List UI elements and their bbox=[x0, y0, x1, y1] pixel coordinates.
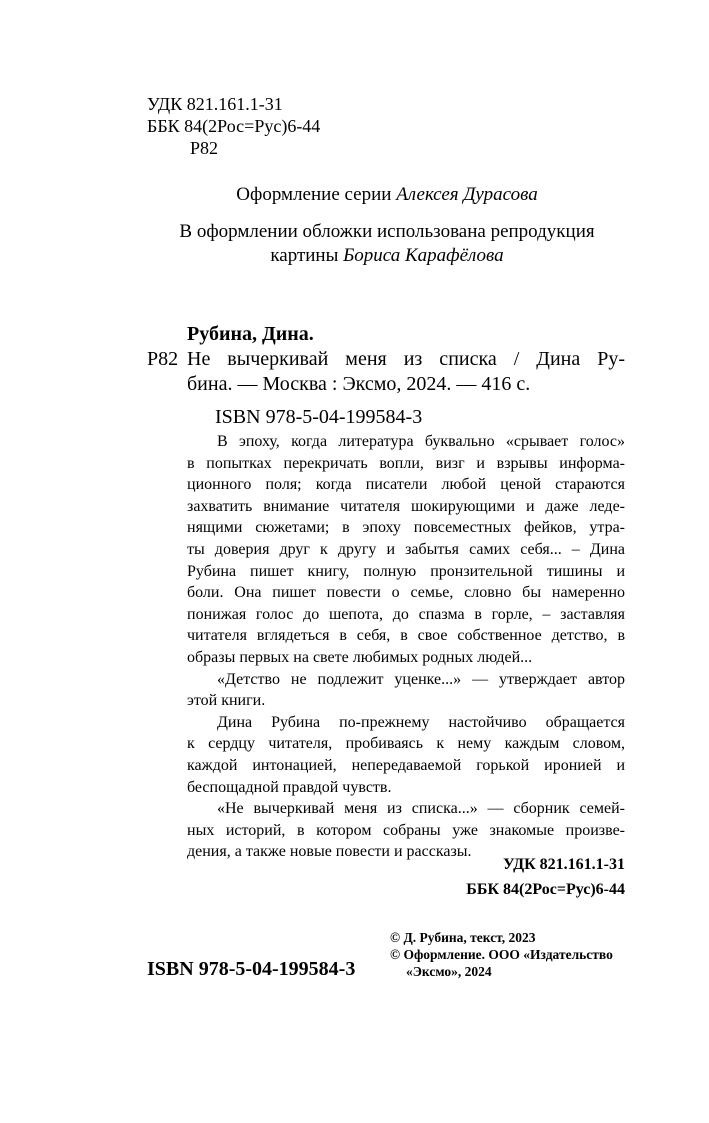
annotation-line: ты доверия друг к другу и забытья самих себя... – Дина bbox=[187, 540, 625, 558]
cover-credit-line-1: В оформлении обложки использована репродукция bbox=[179, 221, 595, 242]
annotation-line: В эпоху, когда литература буквально «срывает голос» bbox=[217, 433, 625, 450]
udk-code: УДК 821.161.1-31 bbox=[147, 94, 283, 114]
annotation-line: нящими сюжетами; в эпоху повсеместных фейков, утра- bbox=[187, 519, 625, 537]
bottom-bbk-code: ББК 84(2Рос=Рус)6-44 bbox=[466, 881, 625, 898]
annotation-line: Рубина пишет книгу, полную пронзительной тишины и bbox=[187, 562, 625, 580]
series-design-credit bbox=[0, 183, 709, 207]
description-line-2: бина. — Москва : Эксмо, 2024. — 416 с. bbox=[187, 373, 531, 395]
copyright-line-2: © Оформление. ООО «Издательство bbox=[390, 947, 613, 962]
annotation-line: этой книги. bbox=[187, 692, 266, 710]
copyright-line-1: © Д. Рубина, текст, 2023 bbox=[390, 930, 536, 945]
annotation-line: к сердцу читателя, пробиваясь к нему каждым словом, bbox=[187, 735, 625, 753]
annotation-line: в попытках перекричать вопли, визг и взрывы информа- bbox=[187, 454, 625, 472]
annotation-line: понижая голос до шепота, до спазма в горле, – заставляя bbox=[187, 605, 625, 623]
annotation-paragraph-1 bbox=[187, 431, 625, 669]
cover-credit-prefix: картины bbox=[270, 245, 344, 266]
annotation-paragraph-3 bbox=[187, 712, 625, 798]
cover-credit-line-2 bbox=[0, 244, 709, 268]
bottom-udk-code: УДК 821.161.1-31 bbox=[502, 856, 625, 873]
cover-artist-name: Бориса Карафёлова bbox=[343, 245, 504, 266]
author-mark: Р82 bbox=[190, 138, 219, 158]
author-heading: Рубина, Дина. bbox=[187, 323, 314, 345]
record-author-mark: Р82 bbox=[147, 348, 179, 370]
annotation-line: «Детство не подлежит уценке...» — утверждает автор bbox=[217, 670, 625, 688]
annotation-line: беспощадной правдой чувств. bbox=[187, 778, 392, 796]
annotation-paragraph-4 bbox=[187, 798, 625, 863]
annotation-line: дения, а также новые повести и рассказы. bbox=[187, 843, 472, 861]
annotation-line: ционного поля; когда писатели любой ценой стараются bbox=[187, 476, 625, 494]
description-line-1: Не вычеркивай меня из списка / Дина Ру- bbox=[187, 348, 625, 370]
annotation-line: захватить внимание читателя шокирующими и даже леде- bbox=[187, 497, 625, 515]
annotation-line: Дина Рубина по-прежнему настойчиво обращается bbox=[217, 713, 625, 731]
record-isbn: ISBN 978-5-04-199584-3 bbox=[215, 406, 423, 428]
annotation-line: читателя вглядеться в себя, в свое собственное детство, в bbox=[187, 627, 625, 645]
annotation-line: каждой интонацией, непередаваемой горькой иронией и bbox=[187, 756, 625, 774]
series-designer-name: Алексея Дурасова bbox=[396, 184, 538, 205]
annotation-line: боли. Она пишет повести о семье, словно бы намеренно bbox=[187, 584, 625, 602]
footer-isbn: ISBN 978-5-04-199584-3 bbox=[147, 958, 356, 980]
series-design-prefix: Оформление серии bbox=[236, 184, 397, 205]
annotation-line: ных историй, в котором собраны уже знакомые произве- bbox=[187, 821, 625, 839]
annotation-line: образы первых на свете любимых родных людей... bbox=[187, 648, 533, 666]
annotation-paragraph-2 bbox=[187, 669, 625, 712]
copyright-line-3: «Эксмо», 2024 bbox=[406, 964, 492, 979]
bbk-code: ББК 84(2Рос=Рус)6-44 bbox=[147, 116, 321, 136]
annotation-line: «Не вычеркивай меня из списка...» — сборник семей- bbox=[217, 800, 625, 818]
